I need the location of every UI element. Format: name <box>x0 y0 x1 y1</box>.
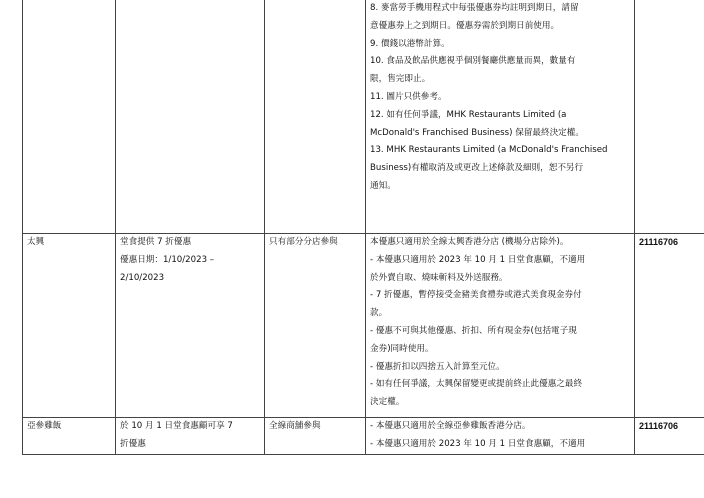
term-item <box>370 252 630 288</box>
term-item <box>370 376 630 412</box>
table-row <box>23 234 704 418</box>
term-line: 金券)同時使用。 <box>370 343 434 354</box>
offers-table <box>22 0 704 455</box>
table-row <box>23 0 704 234</box>
term-line: 11. 圖片只供參考。 <box>370 91 447 102</box>
offer-line: 於 10 月 1 日堂食惠顧可享 7 <box>120 421 233 431</box>
term-item <box>370 53 630 89</box>
ref-cell <box>635 234 704 418</box>
term-line: 12. 如有任何爭議，MHK Restaurants Limited (a <box>370 109 567 120</box>
term-line: 9. 價錢以港幣計算。 <box>370 38 450 49</box>
term-item <box>370 323 630 359</box>
offer-cell <box>116 418 265 455</box>
term-line: 13. MHK Restaurants Limited (a McDonald's Franchised <box>370 145 608 156</box>
term-line: - 本優惠只適用於全線亞參雞飯香港分店。 <box>370 421 531 431</box>
scope-cell <box>265 418 366 455</box>
reference-number: 21116706 <box>639 421 679 431</box>
shop-name: 亞參雞飯 <box>27 421 62 431</box>
term-line: 款。 <box>370 308 388 319</box>
term-item <box>370 436 630 454</box>
ref-cell <box>635 418 704 455</box>
shop-name: 太興 <box>27 237 45 247</box>
term-line: - 本優惠只適用於 2023 年 10 月 1 日堂食惠顧，不適用 <box>370 254 586 265</box>
offer-line: 2/10/2023 <box>120 272 165 283</box>
term-line: - 優惠不可與其他優惠、折扣、所有現金券(包括電子現 <box>370 325 577 336</box>
shop-cell <box>23 234 116 418</box>
term-line: McDonald's Franchised Business) 保留最終決定權。 <box>370 127 584 138</box>
term-line: 10. 食品及飲品供應視乎個別餐廳供應量而異，數量有 <box>370 56 576 67</box>
term-line: 限，售完即止。 <box>370 74 431 85</box>
offer-line: 優惠日期：1/10/2023 – <box>120 254 215 265</box>
term-line: 本優惠只適用於全線太興香港分店 (機場分店除外)。 <box>370 237 569 247</box>
term-line: 8. 麥當勞手機用程式中每張優惠券均註明到期日，請留 <box>370 3 579 13</box>
table-row <box>23 418 704 455</box>
term-item <box>370 36 630 54</box>
shop-cell <box>23 418 116 455</box>
term-item <box>370 142 630 195</box>
term-item <box>370 287 630 323</box>
scope-cell <box>265 0 366 234</box>
shop-cell <box>23 0 116 234</box>
term-item <box>370 359 630 377</box>
term-line: - 本優惠只適用於 2023 年 10 月 1 日堂食惠顧，不適用 <box>370 438 586 449</box>
term-item <box>370 107 630 143</box>
offer-line: 折優惠 <box>120 438 146 449</box>
term-item <box>370 418 630 436</box>
offer-line: 堂食提供 7 折優惠 <box>120 237 192 247</box>
term-line: 通知。 <box>370 180 396 191</box>
scope-cell <box>265 234 366 418</box>
reference-number: 21116706 <box>639 237 679 247</box>
ref-cell <box>635 0 704 234</box>
term-line: - 優惠折扣以四捨五入計算至元位。 <box>370 361 505 372</box>
terms-cell <box>366 418 635 455</box>
terms-cell <box>366 234 635 418</box>
terms-cell <box>366 0 635 234</box>
term-item <box>370 0 630 36</box>
participation-scope: 全線商舖參與 <box>269 421 321 431</box>
term-line: Business)有權取消及或更改上述條款及細則，恕不另行 <box>370 163 584 174</box>
term-line: 於外賣自取、燒味斬料及外送服務。 <box>370 272 508 283</box>
term-line: - 7 折優惠，暫停接受金豬美食禮券或港式美食現金券付 <box>370 290 582 301</box>
participation-scope: 只有部分分店參與 <box>269 237 338 247</box>
offer-cell <box>116 0 265 234</box>
term-line: - 如有任何爭議，太興保留變更或提前終止此優惠之最終 <box>370 379 583 390</box>
term-line: 決定權。 <box>370 397 405 408</box>
term-line: 意優惠券上之到期日。優惠券需於到期日前使用。 <box>370 20 560 31</box>
offer-cell <box>116 234 265 418</box>
term-item <box>370 89 630 107</box>
term-item <box>370 234 630 252</box>
